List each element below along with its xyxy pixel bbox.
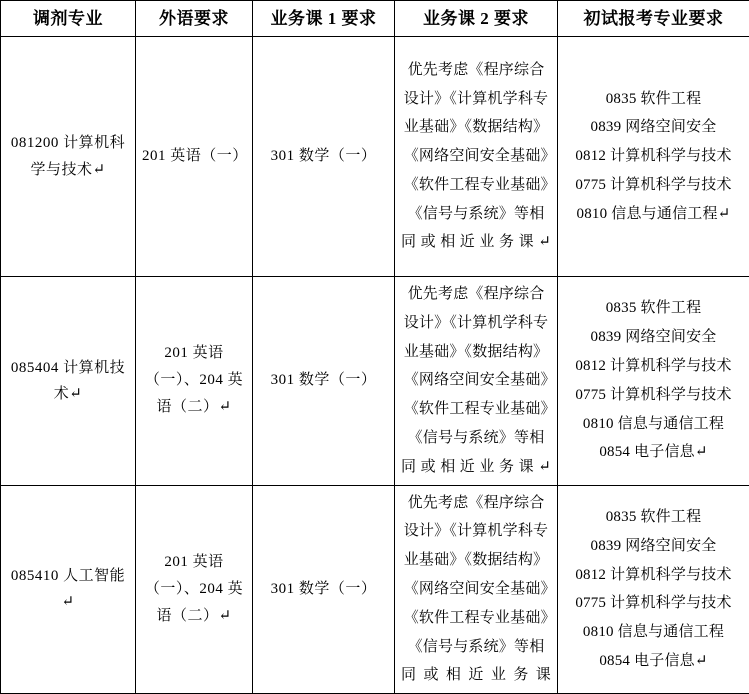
cell-requirement: 0835 软件工程 0839 网络空间安全 0812 计算机科学与技术 0775 计算机科学与技术 0810 信息与通信工程↵ [558,37,749,277]
table-body [1,37,749,694]
cell-major: 085404 计算机技术↵ [1,277,136,486]
table-row [1,37,749,277]
table-row [1,277,749,486]
table-header-row [1,1,749,37]
cell-course1: 301 数学（一） [253,37,395,277]
cell-course2: 优先考虑《程序综合设计》《计算机学科专业基础》《数据结构》《网络空间安全基础》《软件工程专业基础》《信号与系统》等相同或相近业务课 [395,485,558,694]
cell-requirement: 0835 软件工程 0839 网络空间安全 0812 计算机科学与技术 0775 计算机科学与技术 0810 信息与通信工程 0854 电子信息↵ [558,485,749,694]
cell-foreign-language: 201 英语（一）、204 英语（二）↵ [136,485,253,694]
cell-course1: 301 数学（一） [253,485,395,694]
cell-course2: 优先考虑《程序综合设计》《计算机学科专业基础》《数据结构》《网络空间安全基础》《软件工程专业基础》《信号与系统》等相同或相近业务课↵ [395,277,558,486]
cell-foreign-language: 201 英语（一） [136,37,253,277]
table-row [1,485,749,694]
cell-major: 085410 人工智能↵ [1,485,136,694]
column-header-course2: 业务课 2 要求 [395,1,558,37]
cell-course2: 优先考虑《程序综合设计》《计算机学科专业基础》《数据结构》《网络空间安全基础》《软件工程专业基础》《信号与系统》等相同或相近业务课↵ [395,37,558,277]
column-header-foreign-language: 外语要求 [136,1,253,37]
table-header [1,1,749,37]
column-header-requirement: 初试报考专业要求 [558,1,749,37]
cell-requirement: 0835 软件工程 0839 网络空间安全 0812 计算机科学与技术 0775 计算机科学与技术 0810 信息与通信工程 0854 电子信息↵ [558,277,749,486]
cell-course1: 301 数学（一） [253,277,395,486]
column-header-major: 调剂专业 [1,1,136,37]
cell-foreign-language: 201 英语（一）、204 英语（二）↵ [136,277,253,486]
column-header-course1: 业务课 1 要求 [253,1,395,37]
cell-major: 081200 计算机科学与技术↵ [1,37,136,277]
